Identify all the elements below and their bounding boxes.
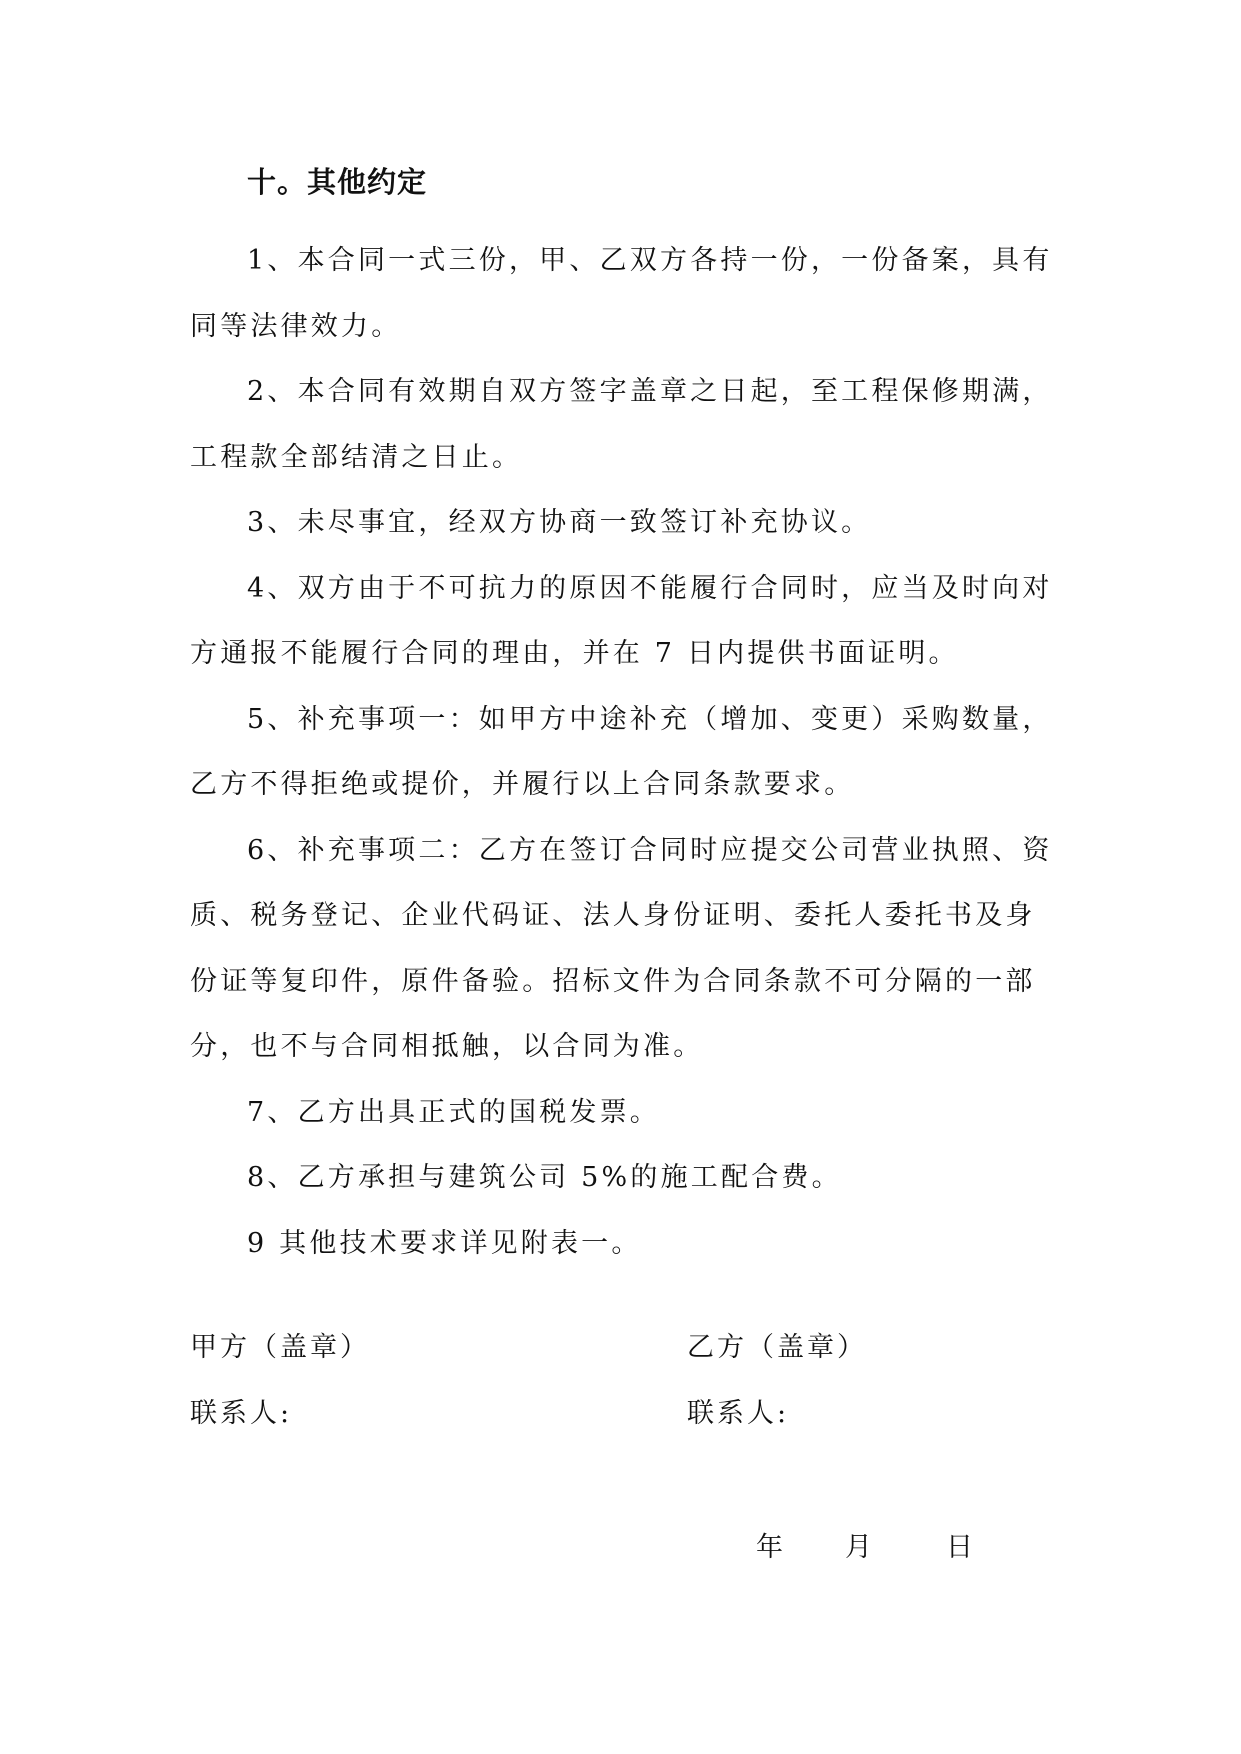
clause-7: 7、乙方出具正式的国税发票。 [247,1096,660,1128]
party-b-contact-label: 联系人: [687,1398,790,1429]
clause-6: 6、补充事项二：乙方在签订合同时应提交公司营业执照、资质、税务登记、企业代码证、法人身份证明、委托人委托书及身份证等复印件，原件备验。招标文件为合同条款不可分隔的一部分，也不与合同相抵触，以合同为准。 [190,834,1053,1062]
party-b-seal-label: 乙方（盖章） [687,1332,867,1363]
date-day-label: 日 [946,1532,973,1563]
clause-list [190,228,1060,1276]
clause-8: 8、乙方承担与建筑公司 5%的施工配合费。 [247,1162,842,1193]
section-title: 十。其他约定 [247,165,428,199]
clause-5: 5、补充事项一：如甲方中途补充（增加、变更）采购数量，乙方不得拒绝或提价，并履行以上合同条款要求。 [190,703,1053,800]
party-a-contact-label: 联系人: [190,1398,293,1429]
clause-4: 4、双方由于不可抗力的原因不能履行合同时，应当及时向对方通报不能履行合同的理由，并在 7 日内提供书面证明。 [190,572,1053,669]
date-month-label: 月 [845,1532,872,1563]
clause-1: 1、本合同一式三份，甲、乙双方各持一份，一份备案，具有同等法律效力。 [190,245,1053,342]
date-year-label: 年 [756,1532,783,1563]
clause-2: 2、本合同有效期自双方签字盖章之日起，至工程保修期满，工程款全部结清之日止。 [190,376,1053,473]
clause-9: 9 其他技术要求详见附表一。 [247,1227,642,1259]
party-a-seal-label: 甲方（盖章） [190,1332,370,1363]
clause-3: 3、未尽事宜，经双方协商一致签订补充协议。 [247,507,872,538]
